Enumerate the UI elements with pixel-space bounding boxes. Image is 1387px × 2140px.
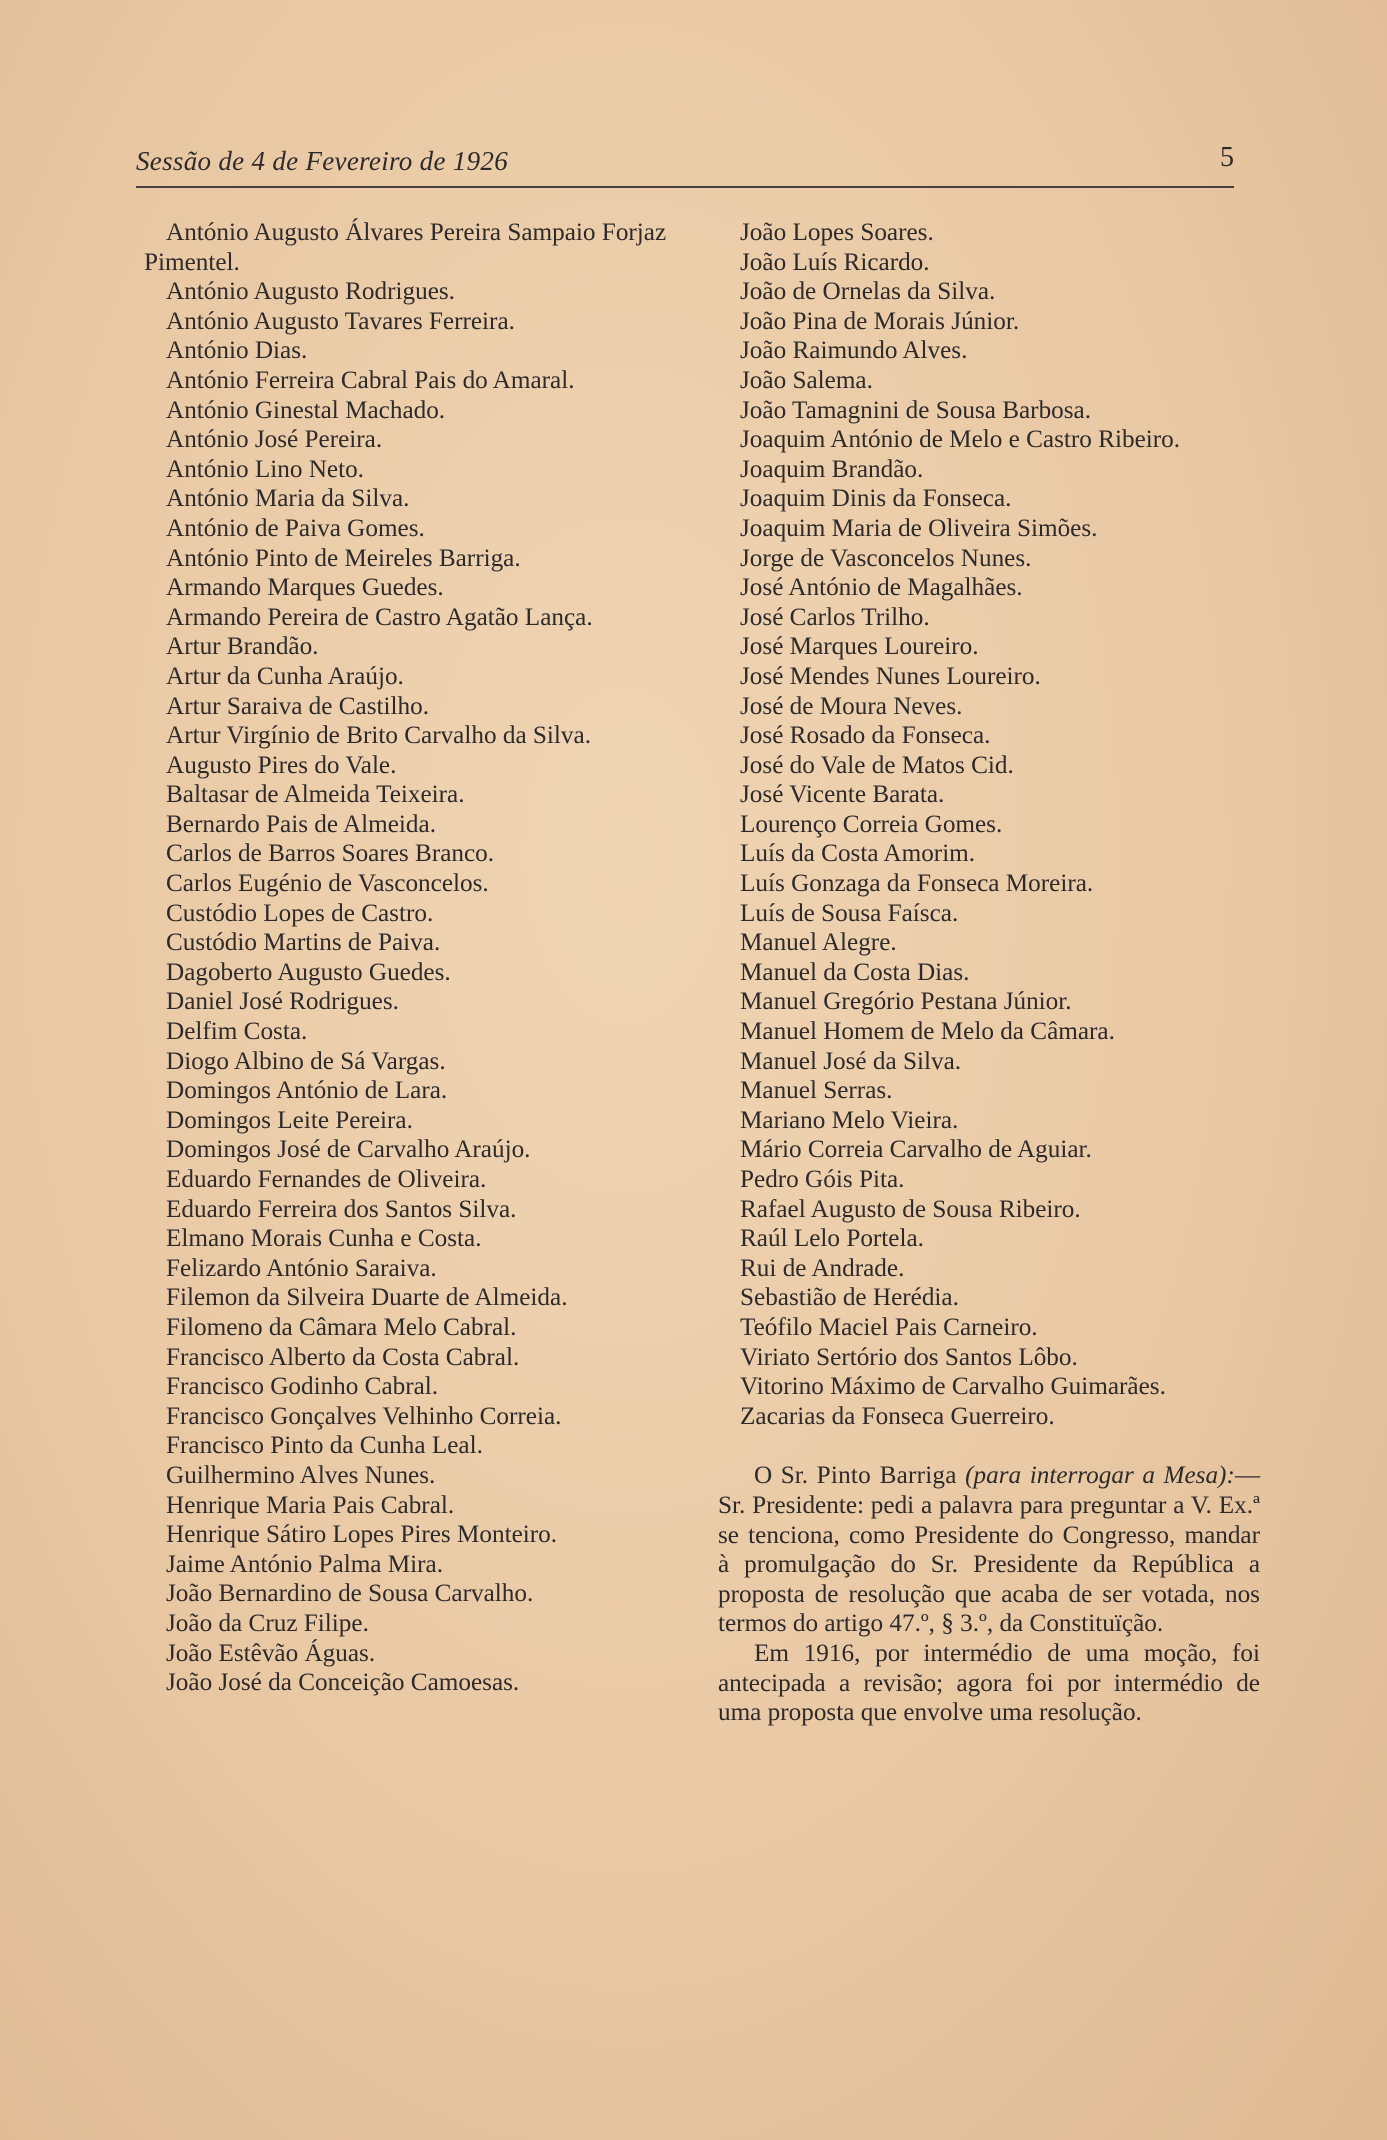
attendee-name: Armando Marques Guedes. xyxy=(166,574,444,602)
attendee-name: Custódio Martins de Paiva. xyxy=(166,929,441,957)
attendee-name: Francisco Gonçalves Velhinho Correia. xyxy=(166,1402,562,1430)
attendee-name: João Bernardino de Sousa Carvalho. xyxy=(166,1580,534,1608)
attendee-name: João Lopes Soares. xyxy=(740,219,934,246)
attendee-name: João Tamagnini de Sousa Barbosa. xyxy=(740,396,1092,424)
attendee-name: Carlos Eugénio de Vasconcelos. xyxy=(166,870,489,898)
speech-paragraph-2: Em 1916, por intermédio de uma moção, foi antecipada a revisão; agora foi por intermédio de uma proposta que envolve uma resolução. xyxy=(718,1639,1260,1727)
attendee-name: Carlos de Barros Soares Branco. xyxy=(166,840,495,868)
attendee-name: Eduardo Ferreira dos Santos Silva. xyxy=(166,1195,517,1223)
attendee-name: Filemon da Silveira Duarte de Almeida. xyxy=(166,1284,568,1312)
attendee-name: Vitorino Máximo de Carvalho Guimarães. xyxy=(740,1373,1166,1401)
attendee-name: António Ginestal Machado. xyxy=(166,396,446,424)
attendee-name: Delfim Costa. xyxy=(166,1018,308,1046)
attendee-name: José Marques Loureiro. xyxy=(740,633,979,661)
speaker-name: Pinto Barriga xyxy=(816,1462,957,1490)
attendee-name: Francisco Pinto da Cunha Leal. xyxy=(166,1432,483,1460)
attendee-name: Guilhermino Alves Nunes. xyxy=(166,1461,436,1489)
attendee-name: Zacarias da Fonseca Guerreiro. xyxy=(740,1402,1055,1430)
attendee-name: Eduardo Fernandes de Oliveira. xyxy=(166,1166,487,1193)
attendee-name: Joaquim Dinis da Fonseca. xyxy=(740,485,1012,513)
attendee-name: José Vicente Barata. xyxy=(740,781,945,809)
attendee-name: Teófilo Maciel Pais Carneiro. xyxy=(740,1313,1038,1341)
attendee-name: António Pinto de Meireles Barriga. xyxy=(166,544,521,572)
attendee-name: Armando Pereira de Castro Agatão Lança. xyxy=(166,603,593,631)
attendee-name: Sebastião de Herédia. xyxy=(740,1284,959,1312)
attendee-name: Manuel Gregório Pestana Júnior. xyxy=(740,988,1072,1016)
attendee-name: João Raimundo Alves. xyxy=(740,337,968,365)
attendee-name: Manuel Alegre. xyxy=(740,929,897,957)
attendee-name: Domingos António de Lara. xyxy=(166,1077,448,1105)
attendee-name: Daniel José Rodrigues. xyxy=(166,988,399,1016)
attendee-name: Manuel da Costa Dias. xyxy=(740,958,970,986)
attendee-name: Henrique Maria Pais Cabral. xyxy=(166,1491,455,1519)
attendee-name: Filomeno da Câmara Melo Cabral. xyxy=(166,1313,517,1341)
speech-paragraph-1 xyxy=(718,1461,1260,1639)
attendee-name: Baltasar de Almeida Teixeira. xyxy=(166,781,465,809)
attendee-name: Mário Correia Carvalho de Aguiar. xyxy=(740,1136,1092,1164)
attendee-name: Bernardo Pais de Almeida. xyxy=(166,810,437,838)
attendee-name: João José da Conceição Camoesas. xyxy=(166,1669,520,1697)
attendee-name: Luís Gonzaga da Fonseca Moreira. xyxy=(740,870,1094,898)
attendee-name: António de Paiva Gomes. xyxy=(166,514,425,542)
attendee-name: José Carlos Trilho. xyxy=(740,603,930,631)
attendee-name: Jaime António Palma Mira. xyxy=(166,1550,444,1578)
left-column-attendee-list xyxy=(144,218,678,1698)
attendee-name: José Mendes Nunes Loureiro. xyxy=(740,662,1041,690)
attendee-name: Artur Virgínio de Brito Carvalho da Silva. xyxy=(166,722,591,750)
attendee-name: Felizardo António Saraiva. xyxy=(166,1254,437,1282)
attendee-name: Lourenço Correia Gomes. xyxy=(740,810,1003,838)
attendee-name: Artur Brandão. xyxy=(166,633,319,661)
attendee-name: João da Cruz Filipe. xyxy=(166,1609,369,1637)
attendee-name: Rafael Augusto de Sousa Ribeiro. xyxy=(740,1195,1081,1223)
attendee-name: Henrique Sátiro Lopes Pires Monteiro. xyxy=(166,1521,558,1549)
attendee-name: Luís de Sousa Faísca. xyxy=(740,899,959,927)
attendee-name: Artur da Cunha Araújo. xyxy=(166,662,404,690)
right-column-attendee-list xyxy=(718,218,1260,1728)
attendee-name: Joaquim Maria de Oliveira Simões. xyxy=(740,514,1098,542)
attendee-name: João Estêvão Águas. xyxy=(166,1639,376,1667)
attendee-name: João Salema. xyxy=(740,366,873,394)
right-names-list xyxy=(718,218,1260,1431)
stage-direction: (para interrogar a Mesa): xyxy=(965,1462,1235,1490)
attendee-name: José António de Magalhães. xyxy=(740,574,1023,602)
attendee-name: José de Moura Neves. xyxy=(740,692,963,720)
attendee-name: Augusto Pires do Vale. xyxy=(166,751,397,779)
attendee-name: António Lino Neto. xyxy=(166,455,364,483)
page-number: 5 xyxy=(1220,142,1234,173)
attendee-name: Pedro Góis Pita. xyxy=(740,1166,905,1193)
attendee-name: Joaquim Brandão. xyxy=(740,455,924,483)
session-title: Sessão de 4 de Fevereiro de 1926 xyxy=(136,146,508,176)
attendee-name: João de Ornelas da Silva. xyxy=(740,278,996,306)
attendee-name: João Pina de Morais Júnior. xyxy=(740,307,1020,335)
attendee-name: Joaquim António de Melo e Castro Ribeiro. xyxy=(740,426,1181,454)
attendee-name: Domingos Leite Pereira. xyxy=(166,1106,413,1134)
attendee-name: António Maria da Silva. xyxy=(166,485,410,513)
attendee-name: Diogo Albino de Sá Vargas. xyxy=(166,1047,446,1075)
attendee-name: António Dias. xyxy=(166,337,308,365)
speech-text-1: — Sr. Presidente: pedi a palavra para preguntar a V. Ex.ª se tenciona, como Presidente do Congresso, mandar à promulgação do Sr. Presidente da República a proposta de resolução que acaba de ser votada, nos termos do artigo 47.º, § 3.º, da Constituïção. xyxy=(718,1462,1261,1638)
attendee-name: Elmano Morais Cunha e Costa. xyxy=(166,1225,482,1253)
attendee-name: Mariano Melo Vieira. xyxy=(740,1106,959,1134)
attendee-name: Rui de Andrade. xyxy=(740,1254,905,1282)
attendee-name: António Augusto Rodrigues. xyxy=(166,278,455,306)
attendee-name: Manuel Serras. xyxy=(740,1077,893,1105)
attendee-name: António José Pereira. xyxy=(166,426,383,454)
attendee-name: Viriato Sertório dos Santos Lôbo. xyxy=(740,1343,1078,1371)
attendee-name: Jorge de Vasconcelos Nunes. xyxy=(740,544,1032,572)
attendee-name: Dagoberto Augusto Guedes. xyxy=(166,958,451,986)
speech-intro: O Sr. xyxy=(754,1462,809,1490)
attendee-name: Luís da Costa Amorim. xyxy=(740,840,976,868)
speech-block xyxy=(718,1461,1260,1727)
attendee-name: António Augusto Tavares Ferreira. xyxy=(166,307,515,335)
attendee-name: Custódio Lopes de Castro. xyxy=(166,899,434,927)
attendee-name: Francisco Alberto da Costa Cabral. xyxy=(166,1343,520,1371)
attendee-name: Domingos José de Carvalho Araújo. xyxy=(166,1136,531,1164)
attendee-name: José Rosado da Fonseca. xyxy=(740,722,991,750)
attendee-name: António Ferreira Cabral Pais do Amaral. xyxy=(166,366,575,394)
attendee-name: João Luís Ricardo. xyxy=(740,248,930,276)
page-header xyxy=(136,142,1234,188)
attendee-name: Manuel José da Silva. xyxy=(740,1047,962,1075)
attendee-name: José do Vale de Matos Cid. xyxy=(740,751,1014,779)
attendee-name: Manuel Homem de Melo da Câmara. xyxy=(740,1018,1115,1046)
attendee-name: Artur Saraiva de Castilho. xyxy=(166,692,430,720)
attendee-name: Francisco Godinho Cabral. xyxy=(166,1373,439,1401)
attendee-name: Raúl Lelo Portela. xyxy=(740,1225,924,1253)
attendee-name: António Augusto Álvares Pereira Sampaio Forjaz Pimentel. xyxy=(144,219,667,276)
